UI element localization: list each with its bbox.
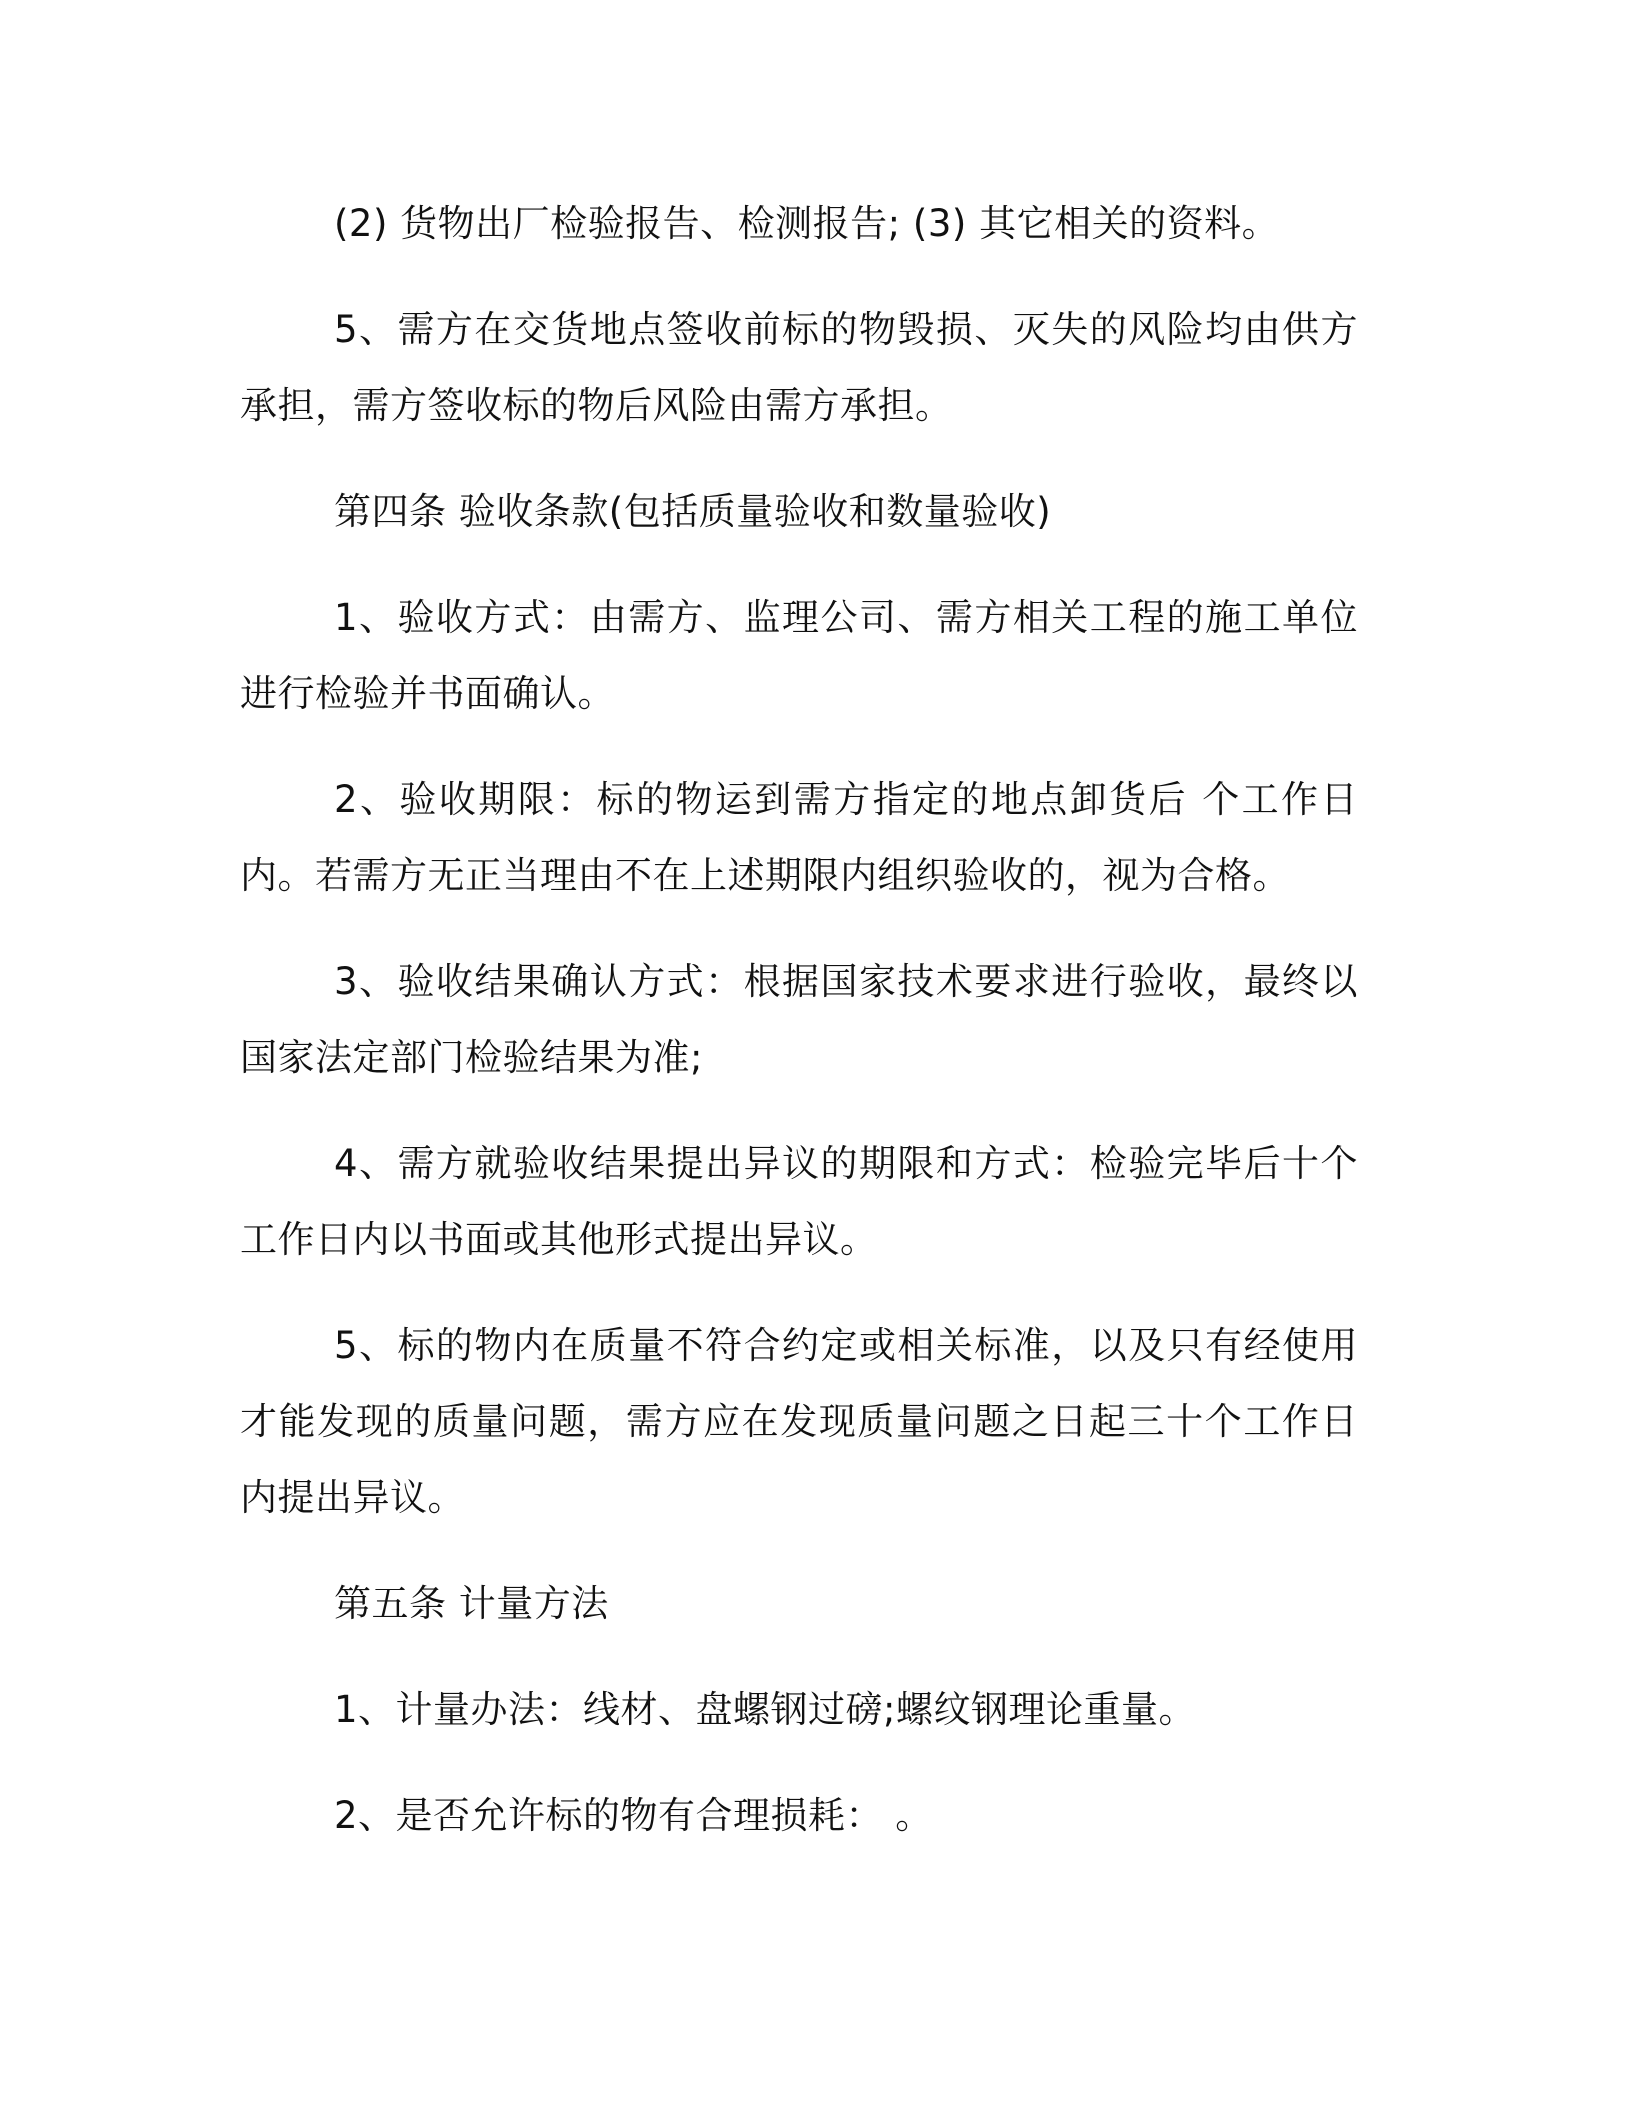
- paragraph-objection-period: 4、需方就验收结果提出异议的期限和方式：检验完毕后十个工作日内以书面或其他形式提出异议。: [240, 1142, 1358, 1261]
- heading-article-4: 第四条 验收条款(包括质量验收和数量验收): [334, 490, 1052, 533]
- paragraph-risk-transfer: 5、需方在交货地点签收前标的物毁损、灭失的风险均由供方承担，需方签收标的物后风险由需方承担。: [240, 308, 1358, 427]
- paragraph-acceptance-method: 1、验收方式：由需方、监理公司、需方相关工程的施工单位进行检验并书面确认。: [240, 596, 1358, 715]
- paragraph-acceptance-period: 2、验收期限：标的物运到需方指定的地点卸货后 个工作日内。若需方无正当理由不在上述期限内组织验收的，视为合格。: [240, 778, 1358, 897]
- paragraph-inspection-docs: (2) 货物出厂检验报告、检测报告; (3) 其它相关的资料。: [334, 202, 1280, 245]
- paragraph-quality-objection: 5、标的物内在质量不符合约定或相关标准，以及只有经使用才能发现的质量问题，需方应在发现质量问题之日起三十个工作日内提出异议。: [240, 1324, 1358, 1519]
- paragraph-reasonable-loss: 2、是否允许标的物有合理损耗： 。: [334, 1794, 933, 1837]
- paragraph-measurement-method: 1、计量办法：线材、盘螺钢过磅;螺纹钢理论重量。: [334, 1688, 1197, 1731]
- paragraph-acceptance-confirmation: 3、验收结果确认方式：根据国家技术要求进行验收，最终以国家法定部门检验结果为准;: [240, 960, 1358, 1079]
- heading-article-5: 第五条 计量方法: [334, 1582, 609, 1625]
- document-body: [240, 186, 1358, 1854]
